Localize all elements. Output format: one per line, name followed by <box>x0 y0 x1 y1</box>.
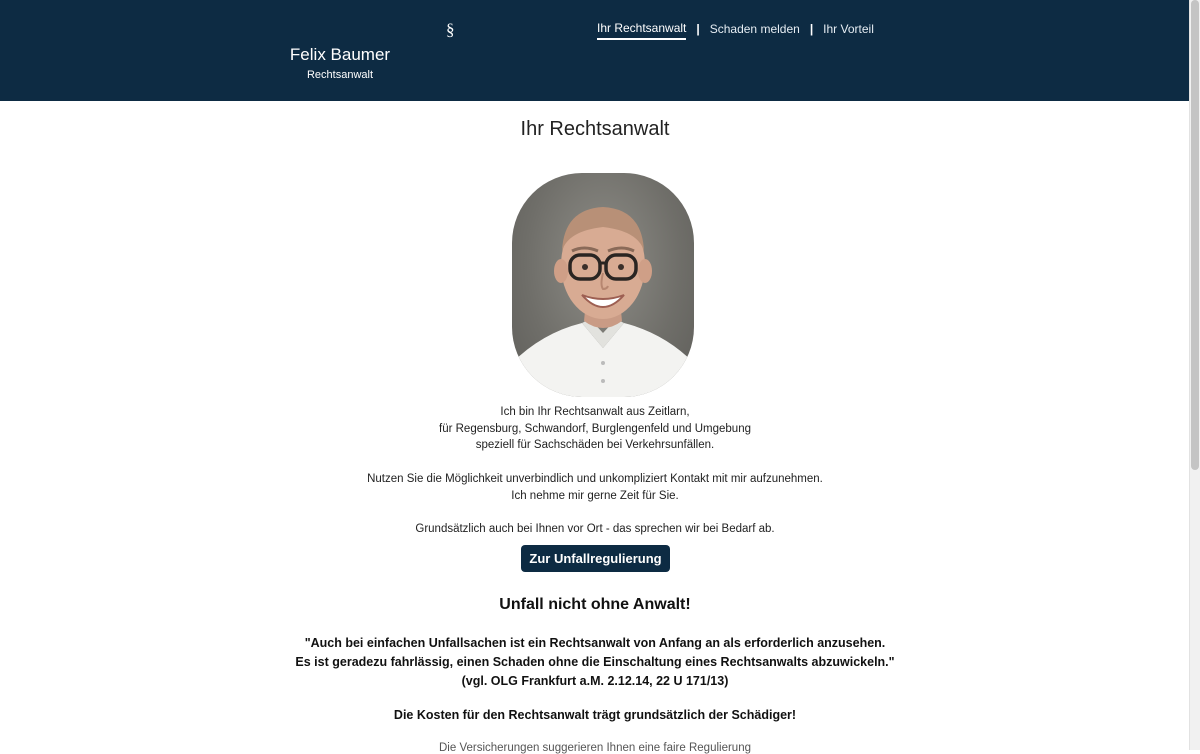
quote-citation: (vgl. OLG Frankfurt a.M. 2.12.14, 22 U 171/13) <box>461 674 729 688</box>
costs-statement: Die Kosten für den Rechtsanwalt trägt grundsätzlich der Schädiger! <box>393 708 797 722</box>
intro-line: Ich nehme mir gerne Zeit für Sie. <box>511 489 679 502</box>
brand-name[interactable]: Felix Baumer <box>289 45 391 64</box>
nav-separator: | <box>696 22 700 36</box>
intro-line: speziell für Sachschäden bei Verkehrsunfällen. <box>475 439 715 452</box>
brand-subtitle: Rechtsanwalt <box>306 69 374 81</box>
site-header <box>0 0 1190 101</box>
lawyer-portrait-image <box>512 173 694 397</box>
main-navigation <box>597 21 874 40</box>
paragraph-symbol-icon: § <box>446 20 455 39</box>
unfallregulierung-button[interactable]: Zur Unfallregulierung <box>521 545 670 572</box>
nav-ihr-rechtsanwalt[interactable]: Ihr Rechtsanwalt <box>597 21 686 40</box>
partial-text-line: Die Versicherungen suggerieren Ihnen eine faire Regulierung <box>439 742 751 754</box>
page-title: Ihr Rechtsanwalt <box>520 118 670 140</box>
portrait-illustration <box>512 173 694 397</box>
court-quote <box>0 634 1190 691</box>
intro-line: Ich bin Ihr Rechtsanwalt aus Zeitlarn, <box>500 406 690 418</box>
nav-schaden-melden[interactable]: Schaden melden <box>709 22 800 36</box>
quote-line: "Auch bei einfachen Unfallsachen ist ein Rechtsanwalt von Anfang an als erforderlich anzusehen. <box>304 636 886 650</box>
intro-text <box>0 404 1190 554</box>
nav-separator: | <box>809 22 814 36</box>
scrollbar-thumb[interactable] <box>1191 0 1199 470</box>
section-heading: Unfall nicht ohne Anwalt! <box>499 596 691 613</box>
intro-line: Grundsätzlich auch bei Ihnen vor Ort - das sprechen wir bei Bedarf ab. <box>415 522 775 535</box>
intro-line: Nutzen Sie die Möglichkeit unverbindlich und unkompliziert Kontakt mit mir aufzunehmen. <box>367 472 823 485</box>
quote-line: Es ist geradezu fahrlässig, einen Schaden ohne die Einschaltung eines Rechtsanwalts abzuwickeln." <box>295 655 895 669</box>
page-scrollbar[interactable] <box>1189 0 1200 750</box>
nav-ihr-vorteil[interactable]: Ihr Vorteil <box>823 22 874 36</box>
intro-line: für Regensburg, Schwandorf, Burglengenfeld und Umgebung <box>439 422 751 435</box>
